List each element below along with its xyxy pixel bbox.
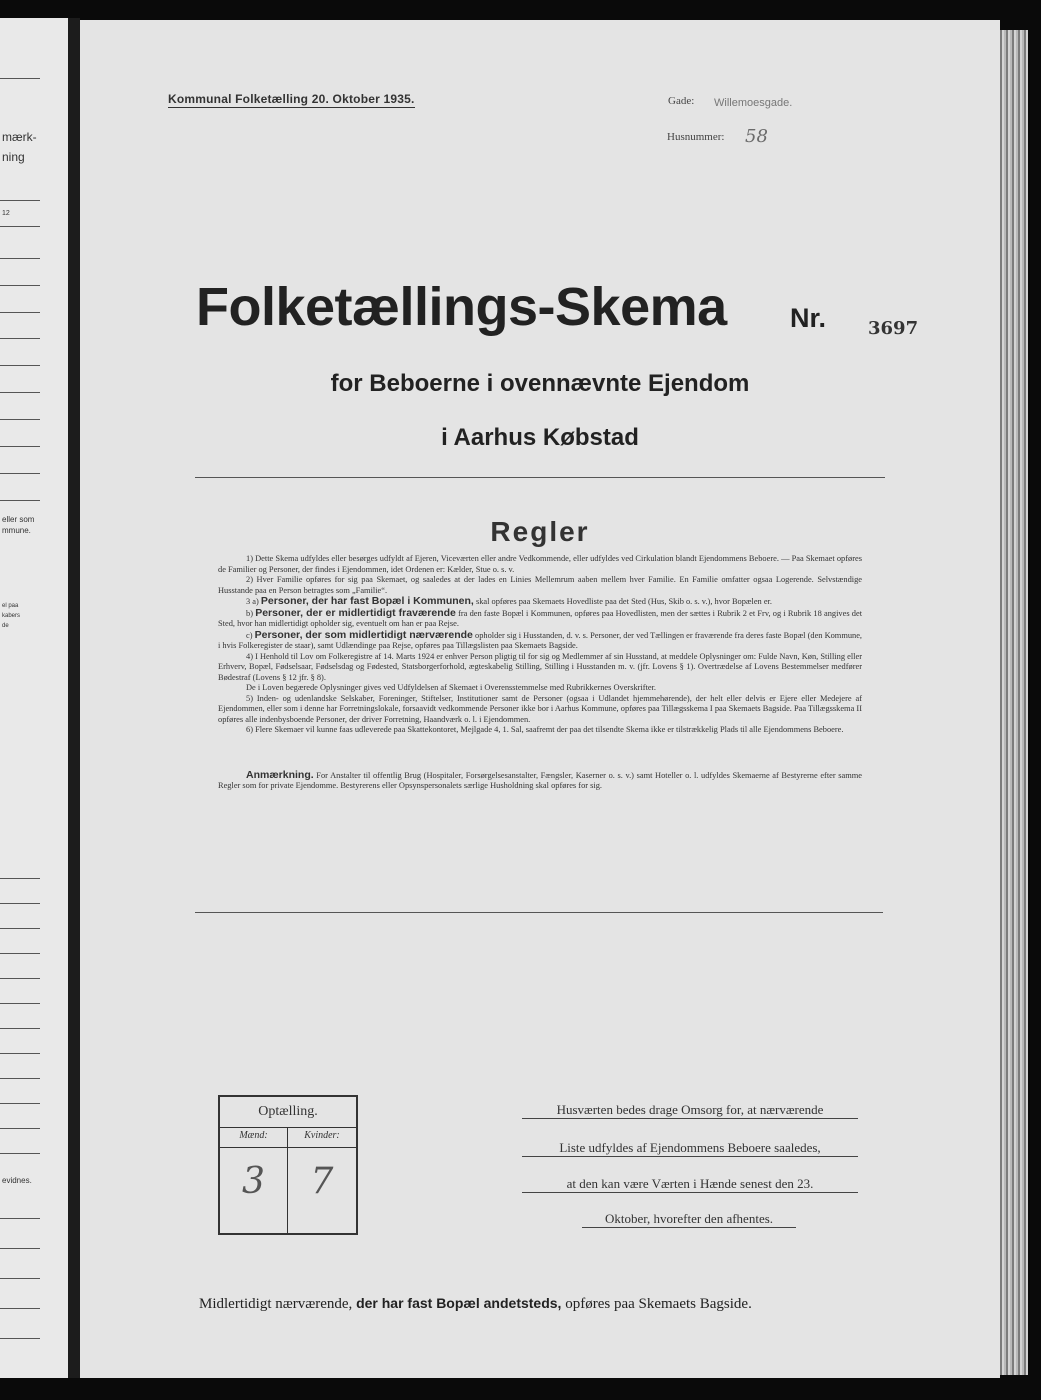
rule-4: 4) I Henhold til Lov om Folkeregistre af 14. Marts 1924 er enhver Person pligtig til for sig og Medlemmer af sin Husstand, at meddele Oplysninger om: Fulde Navn, Køn, Stilling eller Erhverv, Bopæl, Fødselsaar, Fødselsdag og Fødested, Statsborgerforhold, ægteskabelig Stilling, Stilling i Husstanden m. v. (jfr. Lovens § 1). Overtrædelse af Lovens Bestemmelser medfører Bødestraf (Lovens § 12 jfr. § 8). — [218, 651, 862, 682]
left-page-rule — [0, 1053, 40, 1054]
rule-3c-heading: Personer, der som midlertidigt nærværende — [254, 628, 473, 641]
house-number-value: 58 — [745, 126, 768, 147]
left-page-rule — [0, 1153, 40, 1154]
rule-3c — [218, 630, 862, 652]
notice-line: Oktober, hvorefter den afhentes. — [582, 1210, 796, 1228]
form-subtitle: for Beboerne i ovennævnte Ejendom — [330, 370, 750, 397]
form-title: Folketællings-Skema — [196, 277, 727, 337]
left-page-rule — [0, 285, 40, 286]
left-page-rule — [0, 1128, 40, 1129]
rule-3b — [218, 608, 862, 630]
footer-note — [199, 1295, 752, 1313]
left-page-rule — [0, 258, 40, 259]
men-count: 3 — [242, 1161, 265, 1202]
rule-3b-text: fra den faste Bopæl i Kommunen, opføres paa Hovedlisten, men der sættes i Rubrik 2 et Frv, og i Rubrik 18 angives det Sted, hvor han midlertidigt opholder sig, eventuelt om han er paa Rejse. — [218, 608, 863, 628]
rule-3c-number: c) — [246, 630, 253, 640]
rule-3a-heading: Personer, der har fast Bopæl i Kommunen, — [260, 595, 474, 607]
footer-note-emphasis: der har fast Bopæl andetsteds, — [356, 1295, 562, 1311]
rule-5: 5) Inden- og udenlandske Selskaber, Foreninger, Stiftelser, Institutioner samt de Personer (ogsaa i Udlandet hjemmehørende), der helt eller delvis er Ejere eller Medejere af Ejendommen, eller som i denne har Forretningslokale, forsaavidt vedkommende Personer ikke bor i Aarhus Kommune, opføres paa Tillægsskema I paa Skemaets Bagside. Paa Tillægsskema II opføres alle indenbysboende Personer, der driver Forretning, Haandværk o. l. i Ejendommen. — [218, 693, 862, 724]
left-page-rule — [0, 1003, 40, 1004]
form-location: i Aarhus Købstad — [441, 424, 639, 451]
left-page-rule — [0, 338, 40, 339]
left-page-rule — [0, 365, 40, 366]
left-page-rule — [0, 200, 40, 201]
women-label: Kvinder: — [304, 1130, 340, 1141]
rules-text — [218, 554, 862, 792]
left-page-text: kabers — [2, 613, 21, 619]
rule-3a-number: 3 a) — [246, 597, 259, 606]
divider — [195, 912, 883, 913]
men-label: Mænd: — [239, 1130, 268, 1141]
left-page-rule — [0, 878, 40, 879]
count-box — [218, 1095, 358, 1235]
divider — [195, 477, 885, 478]
left-page-rule — [0, 419, 40, 420]
footer-note-start: Midlertidigt nærværende, — [199, 1296, 353, 1312]
left-page-rule — [0, 1248, 40, 1249]
left-page-rule — [0, 1308, 40, 1309]
left-page-rule — [0, 1278, 40, 1279]
left-page-rule — [0, 500, 40, 501]
form-number-label: Nr. — [790, 303, 827, 333]
rule-3c-text: opholder sig i Husstanden, d. v. s. Personer, der ved Tællingen er fraværende fra deres faste Bopæl (den Kommune, i hvis Folkeregister de staar), samt Udlændinge paa Rejse, opføres paa Tillægslisten paa Skemaets Bagside. — [218, 630, 863, 650]
page-stack-edge — [998, 30, 1028, 1375]
left-page-text: de — [2, 623, 9, 629]
left-facing-page — [0, 18, 68, 1378]
rule-3b-number: b) — [246, 608, 253, 618]
women-count: 7 — [310, 1161, 334, 1202]
rule-4-note: De i Loven begærede Oplysninger gives ved Udfyldelsen af Skemaet i Overensstemmelse med Rubrikkernes Overskrifter. — [246, 683, 657, 692]
notice-line: Husværten bedes drage Omsorg for, at nærværende — [522, 1101, 858, 1119]
left-page-rule — [0, 1078, 40, 1079]
footer-note-end: opføres paa Skemaets Bagside. — [565, 1296, 752, 1312]
book-gutter — [68, 18, 80, 1378]
rule-2: 2) Hver Familie opføres for sig paa Skemaet, og saaledes at der lades en Linies Mellemrum aaben mellem hver Familie. En Familie omfatter ogsaa Logerende. Selvstændige Husstande paa en Person betragtes som „Familie“. — [218, 575, 862, 595]
left-page-rule — [0, 953, 40, 954]
left-page-text: evidnes. — [2, 1176, 32, 1185]
left-page-rule — [0, 226, 40, 227]
rules-heading: Regler — [490, 516, 590, 547]
form-number-value: 3697 — [868, 318, 919, 339]
left-page-text: 12 — [2, 210, 10, 217]
rule-1: 1) Dette Skema udfyldes eller besørges udfyldt af Ejeren, Viceværten eller andre Vedkommende, eller udfyldes ved Cirkulation blandt Ejendommens Beboere. — Paa Skemaet opføres de Familier og Personer, der findes i Ejendommen, idet Ordenen er: Kælder, Stue o. s. v. — [218, 554, 862, 574]
left-page-rule — [0, 903, 40, 904]
count-box-title: Optælling. — [220, 1097, 356, 1128]
left-page-rule — [0, 1103, 40, 1104]
left-page-rule — [0, 1218, 40, 1219]
left-page-text: ning — [2, 150, 25, 164]
rule-3a-text: skal opføres paa Skemaets Hovedliste paa det Sted (Hus, Skib o. s. v.), hvor Bopælen er. — [475, 597, 772, 606]
left-page-rule — [0, 473, 40, 474]
rule-6: 6) Flere Skemaer vil kunne faas udleverede paa Skattekontoret, Mejlgade 4, 1. Sal, saafremt der paa det tilsendte Skema ikke er tilstrækkelig Plads til alle Ejendommens Beboere. — [246, 725, 844, 734]
left-page-rule — [0, 1338, 40, 1339]
remark-text: For Anstalter til offentlig Brug (Hospitaler, Forsørgelsesanstalter, Fængsler, Kaserner o. s. v.) samt Hoteller o. l. udfyldes Skemaerne af Bestyrerne efter samme Regler som for private Ejendomme. Bestyrerens eller Opsynspersonalets særlige Husholdning skal opføres for sig. — [218, 770, 862, 790]
left-page-rule — [0, 78, 40, 79]
street-label: Gade: — [668, 95, 695, 107]
left-page-rule — [0, 928, 40, 929]
left-page-text: mærk- — [2, 130, 37, 144]
house-number-label: Husnummer: — [667, 131, 725, 143]
left-page-text: el paa — [2, 603, 19, 609]
left-page-rule — [0, 978, 40, 979]
census-header: Kommunal Folketælling 20. Oktober 1935. — [168, 92, 415, 106]
left-page-text: eller som — [2, 515, 35, 524]
notice-line: Liste udfyldes af Ejendommens Beboere saaledes, — [522, 1139, 858, 1157]
left-page-rule — [0, 392, 40, 393]
left-page-rule — [0, 1028, 40, 1029]
remark-label: Anmærkning. — [246, 768, 314, 781]
notice-line: at den kan være Værten i Hænde senest den 23. — [522, 1175, 858, 1193]
street-value: Willemoesgade. — [714, 97, 793, 109]
left-page-rule — [0, 446, 40, 447]
left-page-text: mmune. — [2, 526, 31, 535]
left-page-rule — [0, 312, 40, 313]
remark — [218, 770, 862, 792]
rule-3b-heading: Personer, der er midlertidigt fraværende — [255, 606, 456, 619]
